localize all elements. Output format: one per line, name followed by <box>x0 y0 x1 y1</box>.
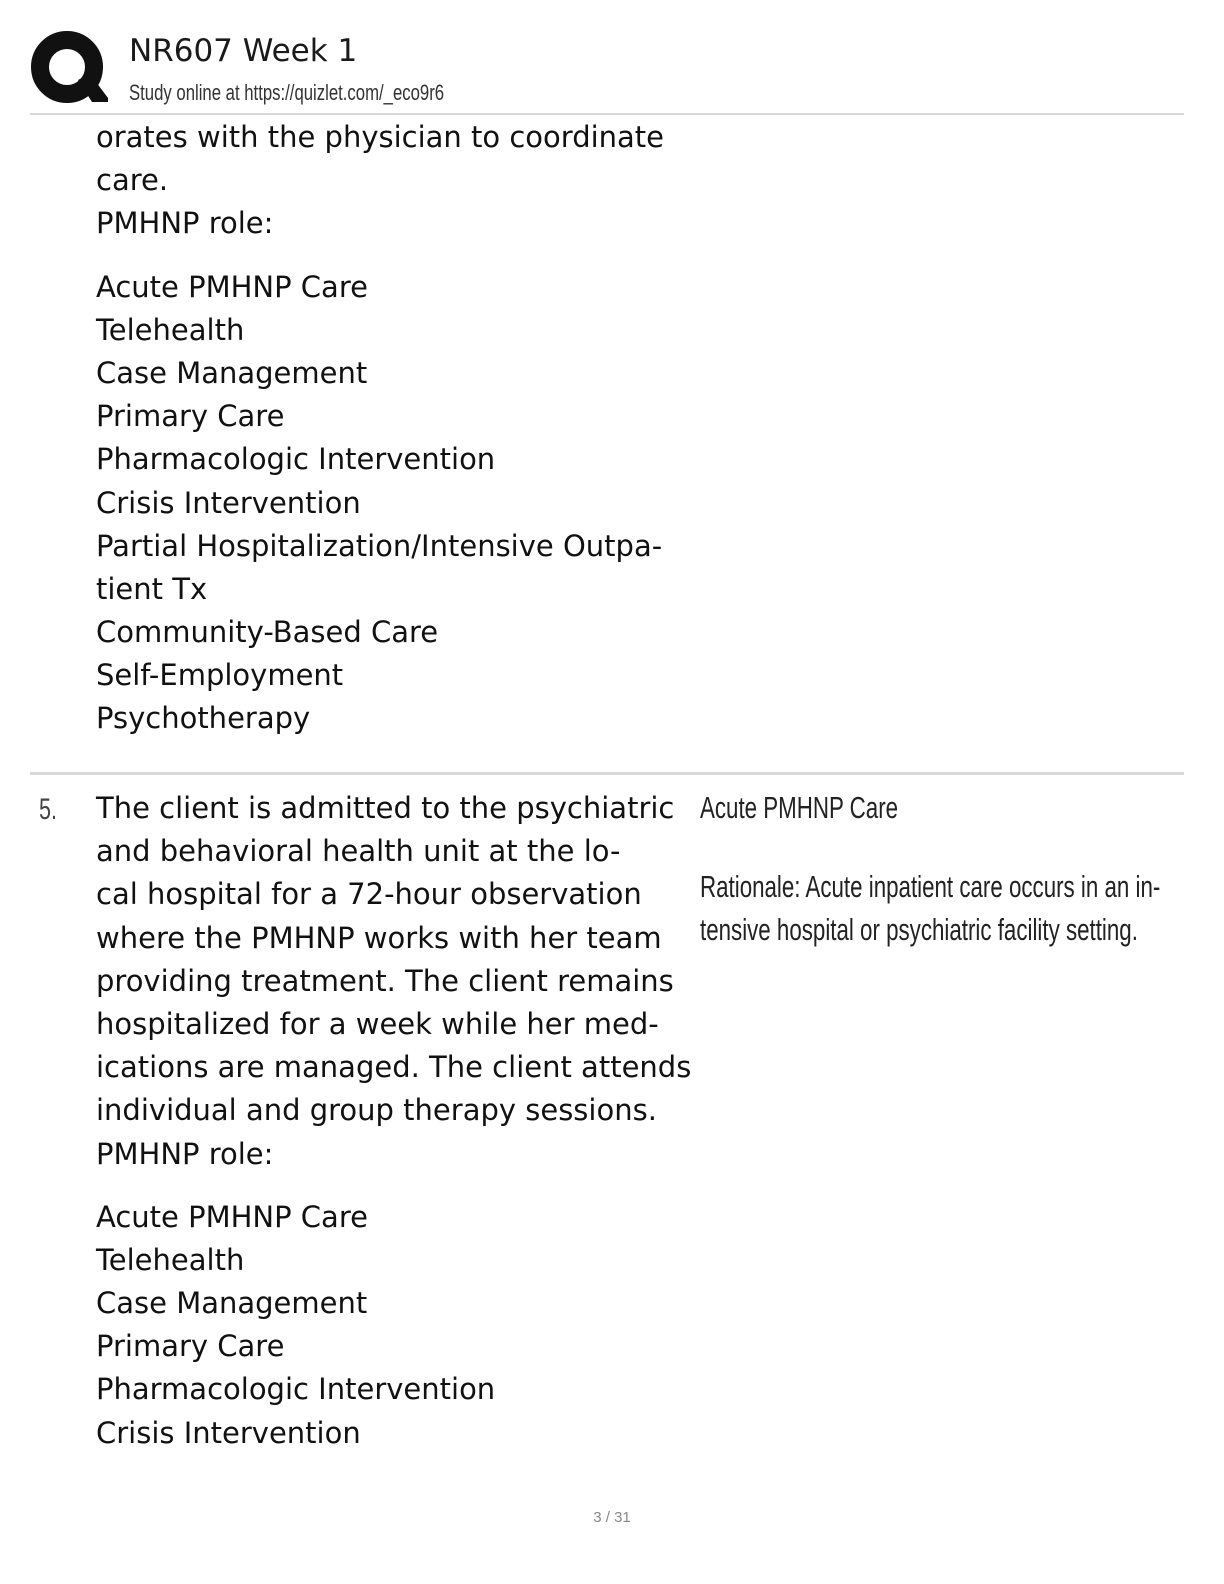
study-url: Study online at https://quizlet.com/_eco9r6 <box>129 80 445 105</box>
quizlet-logo-icon <box>30 30 108 108</box>
text-line: tient Tx <box>96 571 208 606</box>
text-line: Acute PMHNP Care <box>96 269 368 304</box>
text-line: Acute PMHNP Care <box>96 1199 368 1234</box>
text-line: Crisis Intervention <box>96 1415 361 1450</box>
blank-line <box>96 1176 691 1196</box>
rationale-line: Rationale: Acute inpatient care occurs in an in- <box>700 869 1161 904</box>
text-line: Telehealth <box>96 312 245 347</box>
text-line: Pharmacologic Intervention <box>96 1372 496 1407</box>
text-line: Community-Based Care <box>96 615 439 650</box>
card-rationale <box>700 865 1160 951</box>
card-divider <box>30 772 1184 775</box>
rationale-line: tensive hospital or psychiatric facility setting. <box>700 912 1138 947</box>
header-divider <box>30 113 1184 115</box>
text-line: ications are managed. The client attends <box>96 1050 692 1085</box>
text-line: PMHNP role: <box>96 1136 274 1171</box>
text-line: where the PMHNP works with her team <box>96 920 662 955</box>
text-line: Partial Hospitalization/Intensive Outpa- <box>96 528 663 563</box>
text-line: Psychotherapy <box>96 701 311 736</box>
text-line: orates with the physician to coordinate <box>96 120 665 154</box>
text-line: Primary Care <box>96 399 285 434</box>
text-line: The client is admitted to the psychiatric <box>96 791 675 825</box>
continued-card-question <box>96 116 664 741</box>
text-line: Self-Employment <box>96 658 344 693</box>
text-line: care. <box>96 163 169 198</box>
text-line: individual and group therapy sessions. <box>96 1093 657 1128</box>
text-line: cal hospital for a 72-hour observation <box>96 877 642 912</box>
text-line: Pharmacologic Intervention <box>96 442 496 477</box>
page-title: NR607 Week 1 <box>129 33 358 69</box>
text-line: Case Management <box>96 1286 368 1321</box>
blank-line <box>96 246 664 266</box>
text-line: PMHNP role: <box>96 206 274 241</box>
text-line: Case Management <box>96 355 368 390</box>
text-line: hospitalized for a week while her med- <box>96 1006 659 1041</box>
page-number: 3 / 31 <box>593 1509 631 1526</box>
text-line: and behavioral health unit at the lo- <box>96 834 621 869</box>
text-line: Primary Care <box>96 1329 285 1364</box>
text-line: Telehealth <box>96 1242 245 1277</box>
text-line: providing treatment. The client remains <box>96 963 674 998</box>
card-question <box>96 787 691 1455</box>
card-answer: Acute PMHNP Care <box>700 790 899 825</box>
card-number: 5. <box>39 793 58 826</box>
text-line: Crisis Intervention <box>96 485 361 520</box>
